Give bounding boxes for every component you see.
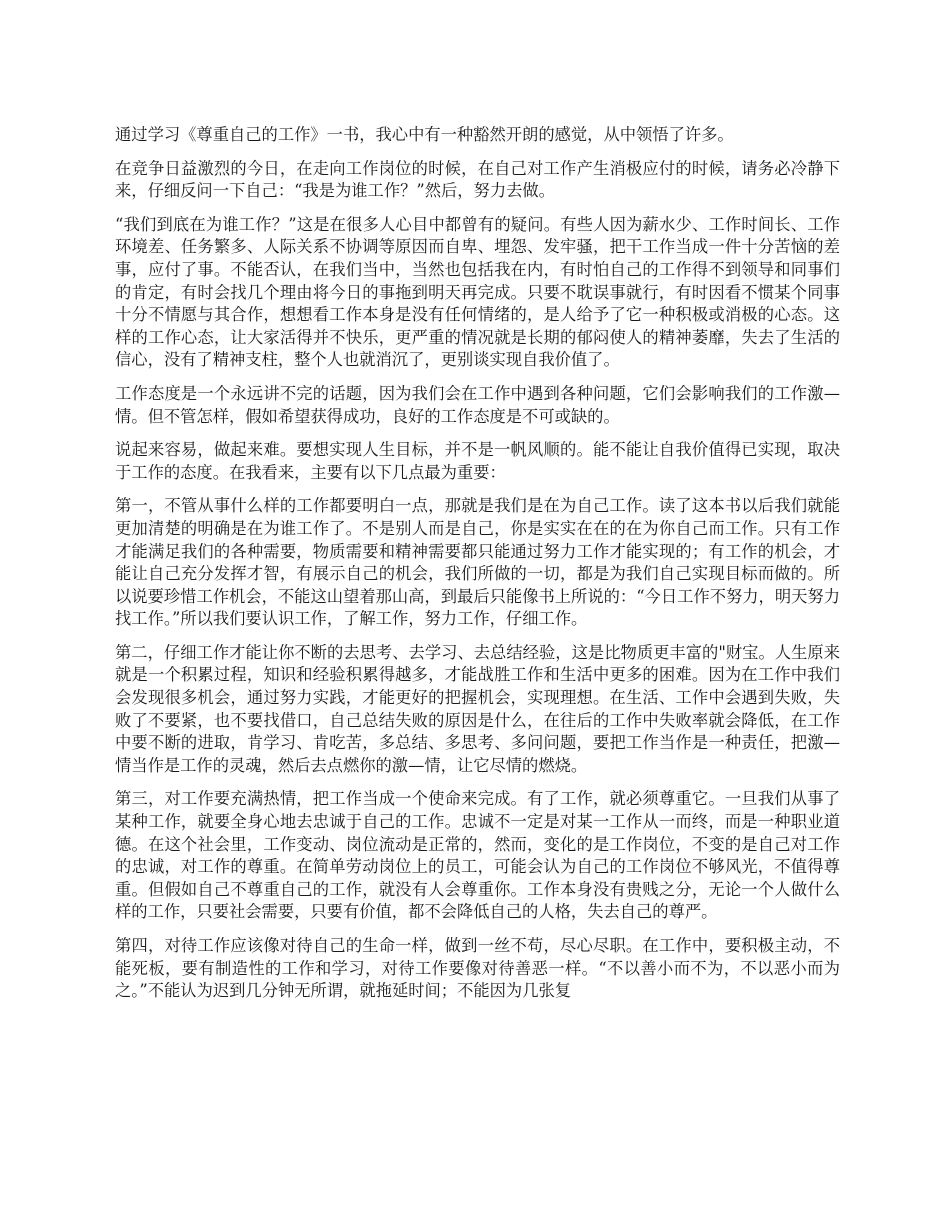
paragraph-point-three: 第三，对工作要充满热情，把工作当成一个使命来完成。有了工作，就必须尊重它。一旦我们从事了某种工作，就要全身心地去忠诚于自己的工作。忠诚不一定是对某一工作从一而终，而是一种职业道德。在这个社会里，工作变动、岗位流动是正常的，然而，变化的是工作岗位，不变的是自己对工作的忠诚，对工作的尊重。在简单劳动岗位上的员工，可能会认为自己的工作岗位不够风光，不值得尊重。但假如自己不尊重自己的工作，就没有人会尊重你。工作本身没有贵贱之分，无论一个人做什么样的工作，只要社会需要，只要有价值，都不会降低自己的人格，失去自己的尊严。 [115, 789, 840, 922]
paragraph-who-we-work-for: “我们到底在为谁工作？”这是在很多人心目中都曾有的疑问。有些人因为薪水少、工作时间长、工作环境差、任务繁多、人际关系不协调等原因而自卑、埋怨、发牢骚，把干工作当成一件十分苦恼的差事，应付了事。不能否认，在我们当中，当然也包括我在内，有时怕自己的工作得不到领导和同事们的肯定，有时会找几个理由将今日的事拖到明天再完成。只要不耽误事就行，有时因看不惯某个同事十分不情愿与其合作，想想看工作本身是没有任何情绪的，是人给予了它一种积极或消极的心态。这样的工作心态，让大家活得并不快乐，更严重的情况就是长期的郁闷使人的精神萎靡，失去了生活的信心，没有了精神支柱，整个人也就消沉了，更别谈实现自我价值了。 [115, 214, 840, 370]
paragraph-point-one: 第一，不管从事什么样的工作都要明白一点，那就是我们是在为自己工作。读了这本书以后我们就能更加清楚的明确是在为谁工作了。不是别人而是自己，你是实实在在的在为你自己而工作。只有工作才能满足我们的各种需要，物质需要和精神需要都只能通过努力工作才能实现的；有工作的机会，才能让自己充分发挥才智，有展示自己的机会，我们所做的一切，都是为我们自己实现目标而做的。所以说要珍惜工作机会，不能这山望着那山高，到最后只能像书上所说的：“今日工作不努力，明天努力找工作。”所以我们要认识工作，了解工作，努力工作，仔细工作。 [115, 496, 840, 629]
document-page [115, 124, 840, 1014]
paragraph-point-two: 第二，仔细工作才能让你不断的去思考、去学习、去总结经验，这是比物质更丰富的"财宝。人生原来就是一个积累过程，知识和经验积累得越多，才能战胜工作和生活中更多的困难。因为在工作中我们会发现很多机会，通过努力实践，才能更好的把握机会，实现理想。在生活、工作中会遇到失败，失败了不要紧，也不要找借口，自己总结失败的原因是什么，在往后的工作中失败率就会降低，在工作中要不断的进取，肯学习、肯吃苦，多总结、多思考、多问问题，要把工作当作是一种责任，把激—情当作是工作的灵魂，然后去点燃你的激—情，让它尽情的燃烧。 [115, 642, 840, 775]
paragraph-question: 在竞争日益激烈的今日，在走向工作岗位的时候，在自己对工作产生消极应付的时候，请务必冷静下来，仔细反问一下自己：“我是为谁工作？”然后，努力去做。 [115, 158, 840, 201]
paragraph-intro: 通过学习《尊重自己的工作》一书，我心中有一种豁然开朗的感觉，从中领悟了许多。 [115, 125, 734, 144]
paragraph-work-attitude: 工作态度是一个永远讲不完的话题，因为我们会在工作中遇到各种问题，它们会影响我们的工作激—情。但不管怎样，假如希望获得成功，良好的工作态度是不可或缺的。 [115, 383, 840, 426]
paragraph-easier-said: 说起来容易，做起来难。要想实现人生目标，并不是一帆风顺的。能不能让自我价值得已实现，取决于工作的态度。在我看来，主要有以下几点最为重要： [115, 440, 840, 482]
paragraph-point-four: 第四，对待工作应该像对待自己的生命一样，做到一丝不苟，尽心尽职。在工作中，要积极主动，不能死板，要有制造性的工作和学习，对待工作要像对待善恶一样。“不以善小而不为，不以恶小而为之。”不能认为迟到几分钟无所谓，就拖延时间；不能因为几张复 [115, 936, 840, 1001]
